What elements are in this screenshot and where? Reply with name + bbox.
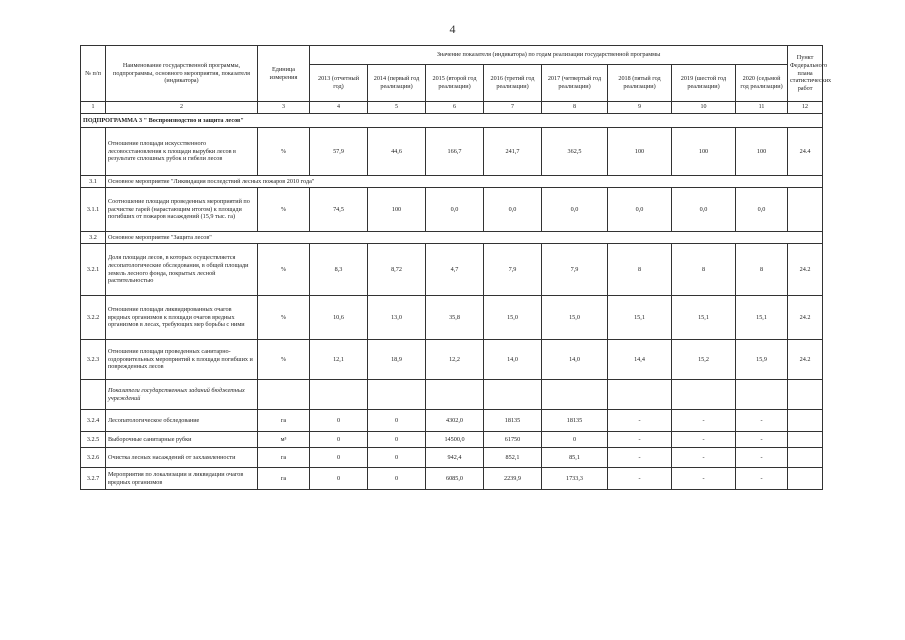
row-name: Очистка лесных насаждений от захламленности xyxy=(106,448,258,468)
table-row xyxy=(81,432,823,448)
row-value: 15,2 xyxy=(672,340,736,380)
row-value: 6085,0 xyxy=(426,468,484,490)
row-number: 3.1.1 xyxy=(81,188,106,232)
col-number: 5 xyxy=(368,102,426,114)
row-name: Соотношение площади проведенных мероприятий по расчистке гарей (нарастающим итогом) к площади погибших от пожаров насаждений (15,9 тыс. га) xyxy=(106,188,258,232)
row-value: 15,0 xyxy=(542,296,608,340)
table-row xyxy=(81,244,823,296)
row-value: 13,0 xyxy=(368,296,426,340)
col-number: 2 xyxy=(106,102,258,114)
row-value: 14,0 xyxy=(484,340,542,380)
header-year: 2017 (четвертый год реализации) xyxy=(542,65,608,102)
row-number: 3.1 xyxy=(81,176,106,188)
empty-cell xyxy=(608,380,672,410)
col-number: 10 xyxy=(672,102,736,114)
header-year: 2015 (второй год реализации) xyxy=(426,65,484,102)
row-value: 0,0 xyxy=(608,188,672,232)
empty-cell xyxy=(672,380,736,410)
row-value: - xyxy=(608,432,672,448)
header-num: № п/п xyxy=(81,46,106,102)
row-value: 18,9 xyxy=(368,340,426,380)
row-value: 15,1 xyxy=(736,296,788,340)
row-value: 852,1 xyxy=(484,448,542,468)
table-row xyxy=(81,296,823,340)
row-value: 57,9 xyxy=(310,128,368,176)
col-number: 8 xyxy=(542,102,608,114)
row-value: - xyxy=(672,410,736,432)
row-value: 44,6 xyxy=(368,128,426,176)
row-number: 3.2.1 xyxy=(81,244,106,296)
row-value: 8,3 xyxy=(310,244,368,296)
table-row xyxy=(81,448,823,468)
row-plan: 24.2 xyxy=(788,340,823,380)
row-number: 3.2.5 xyxy=(81,432,106,448)
row-value: 1733,3 xyxy=(542,468,608,490)
row-number: 3.2.3 xyxy=(81,340,106,380)
section-name: Основное мероприятие "Защита лесов" xyxy=(106,232,823,244)
row-value: 0 xyxy=(542,432,608,448)
row-value: 15,1 xyxy=(672,296,736,340)
row-value: 100 xyxy=(608,128,672,176)
row-plan xyxy=(788,448,823,468)
row-value: - xyxy=(608,468,672,490)
header-year: 2016 (третий год реализации) xyxy=(484,65,542,102)
indicators-table xyxy=(80,45,832,490)
row-value: 8 xyxy=(672,244,736,296)
row-value: 0 xyxy=(368,410,426,432)
row-unit: м³ xyxy=(258,432,310,448)
header-unit: Единица измерения xyxy=(258,46,310,102)
row-value: 0 xyxy=(310,468,368,490)
row-value: 0,0 xyxy=(426,188,484,232)
section-row xyxy=(81,176,823,188)
row-name: Выборочные санитарные рубки xyxy=(106,432,258,448)
row-value: - xyxy=(736,468,788,490)
table-row xyxy=(81,468,823,490)
col-number: 12 xyxy=(788,102,823,114)
page-number: 4 xyxy=(449,22,456,36)
row-number: 3.2.2 xyxy=(81,296,106,340)
row-unit: % xyxy=(258,244,310,296)
section-name: Основное мероприятие "Ликвидация последствий лесных пожаров 2010 года" xyxy=(106,176,823,188)
row-plan xyxy=(788,432,823,448)
row-value: 14500,0 xyxy=(426,432,484,448)
row-value: 35,8 xyxy=(426,296,484,340)
header-values-title: Значение показателя (индикатора) по годам реализации государственной программы xyxy=(310,46,788,65)
col-number: 7 xyxy=(484,102,542,114)
row-number: 3.2.4 xyxy=(81,410,106,432)
row-name: Мероприятия по локализации и ликвидации очагов вредных организмов xyxy=(106,468,258,490)
row-name: Лесопатологическое обследование xyxy=(106,410,258,432)
row-plan: 24.4 xyxy=(788,128,823,176)
row-value: - xyxy=(736,432,788,448)
col-number: 4 xyxy=(310,102,368,114)
table-row xyxy=(81,410,823,432)
header-year: 2018 (пятый год реализации) xyxy=(608,65,672,102)
row-value: 8 xyxy=(608,244,672,296)
empty-cell xyxy=(484,380,542,410)
row-unit: % xyxy=(258,296,310,340)
header-year: 2019 (шестой год реализации) xyxy=(672,65,736,102)
row-value: 100 xyxy=(672,128,736,176)
col-number: 3 xyxy=(258,102,310,114)
empty-cell xyxy=(788,380,823,410)
col-number: 9 xyxy=(608,102,672,114)
row-value: 0,0 xyxy=(736,188,788,232)
header-plan: Пункт Федерального плана статистических работ xyxy=(788,46,823,102)
row-value: 15,0 xyxy=(484,296,542,340)
row-value: - xyxy=(736,448,788,468)
row-value: 14,4 xyxy=(608,340,672,380)
row-number xyxy=(81,380,106,410)
row-number: 3.2 xyxy=(81,232,106,244)
row-value: 0 xyxy=(310,432,368,448)
row-value: - xyxy=(736,410,788,432)
row-value: 12,2 xyxy=(426,340,484,380)
header-year: 2014 (первый год реализации) xyxy=(368,65,426,102)
row-number xyxy=(81,128,106,176)
row-value: 0 xyxy=(368,468,426,490)
row-value: 7,9 xyxy=(542,244,608,296)
row-number: 3.2.6 xyxy=(81,448,106,468)
row-value: 61750 xyxy=(484,432,542,448)
row-value: 0,0 xyxy=(484,188,542,232)
row-value: 8,72 xyxy=(368,244,426,296)
row-value: 12,1 xyxy=(310,340,368,380)
row-value: 15,9 xyxy=(736,340,788,380)
row-value: 18135 xyxy=(484,410,542,432)
row-value: 7,9 xyxy=(484,244,542,296)
row-value: 4,7 xyxy=(426,244,484,296)
row-number: 3.2.7 xyxy=(81,468,106,490)
row-name: Отношение площади ликвидированных очагов вредных организмов к площади очагов вредных организмов в лесах, требующих мер борьбы с ними xyxy=(106,296,258,340)
row-value: 100 xyxy=(736,128,788,176)
row-value: 74,5 xyxy=(310,188,368,232)
empty-cell xyxy=(310,380,368,410)
subprogram-title: ПОДПРОГРАММА 3 " Воспроизводство и защита лесов" xyxy=(81,114,823,128)
row-value: 942,4 xyxy=(426,448,484,468)
row-unit: га xyxy=(258,448,310,468)
row-value: 18135 xyxy=(542,410,608,432)
row-value: 14,0 xyxy=(542,340,608,380)
row-value: 166,7 xyxy=(426,128,484,176)
table-row xyxy=(81,188,823,232)
row-value: 85,1 xyxy=(542,448,608,468)
table-row xyxy=(81,128,823,176)
empty-cell xyxy=(368,380,426,410)
row-plan xyxy=(788,188,823,232)
empty-cell xyxy=(736,380,788,410)
row-value: 10,6 xyxy=(310,296,368,340)
row-value: 0 xyxy=(310,448,368,468)
row-value: - xyxy=(608,448,672,468)
row-unit: % xyxy=(258,340,310,380)
row-value: 8 xyxy=(736,244,788,296)
note-row xyxy=(81,380,823,410)
note-text: Показатели государственных заданий бюджетных учреждений xyxy=(106,380,258,410)
row-value: 0 xyxy=(368,448,426,468)
row-value: - xyxy=(672,468,736,490)
row-value: - xyxy=(672,448,736,468)
row-value: 0 xyxy=(310,410,368,432)
section-row xyxy=(81,232,823,244)
row-value: 15,1 xyxy=(608,296,672,340)
header-year: 2020 (седьмой год реализации) xyxy=(736,65,788,102)
row-value: 241,7 xyxy=(484,128,542,176)
row-value: 362,5 xyxy=(542,128,608,176)
row-plan xyxy=(788,410,823,432)
row-unit: га xyxy=(258,410,310,432)
row-value: 0,0 xyxy=(542,188,608,232)
col-number: 1 xyxy=(81,102,106,114)
row-plan: 24.2 xyxy=(788,244,823,296)
row-plan xyxy=(788,468,823,490)
row-value: 4302,0 xyxy=(426,410,484,432)
row-plan: 24.2 xyxy=(788,296,823,340)
col-number: 11 xyxy=(736,102,788,114)
row-value: 0 xyxy=(368,432,426,448)
row-name: Отношение площади проведенных санитарно-оздоровительных мероприятий к площади погибших и поврежденных лесов xyxy=(106,340,258,380)
row-value: - xyxy=(672,432,736,448)
row-unit: % xyxy=(258,128,310,176)
table-row xyxy=(81,340,823,380)
row-unit: % xyxy=(258,188,310,232)
row-value: - xyxy=(608,410,672,432)
row-name: Отношение площади искусственного лесовосстановления к площади вырубки лесов в результате сплошных рубок и гибели лесов xyxy=(106,128,258,176)
row-value: 2239,9 xyxy=(484,468,542,490)
row-value: 0,0 xyxy=(672,188,736,232)
header-name: Наименование государственной программы, подпрограммы, основного мероприятия, показателя (индикатора) xyxy=(106,46,258,102)
empty-cell xyxy=(542,380,608,410)
empty-cell xyxy=(426,380,484,410)
header-year: 2013 (отчетный год) xyxy=(310,65,368,102)
row-name: Доля площади лесов, в которых осуществляется лесопатологические обследования, в общей площади земель лесного фонда, покрытых лесной растительностью xyxy=(106,244,258,296)
empty-cell xyxy=(258,380,310,410)
col-number: 6 xyxy=(426,102,484,114)
row-unit: га xyxy=(258,468,310,490)
row-value: 100 xyxy=(368,188,426,232)
